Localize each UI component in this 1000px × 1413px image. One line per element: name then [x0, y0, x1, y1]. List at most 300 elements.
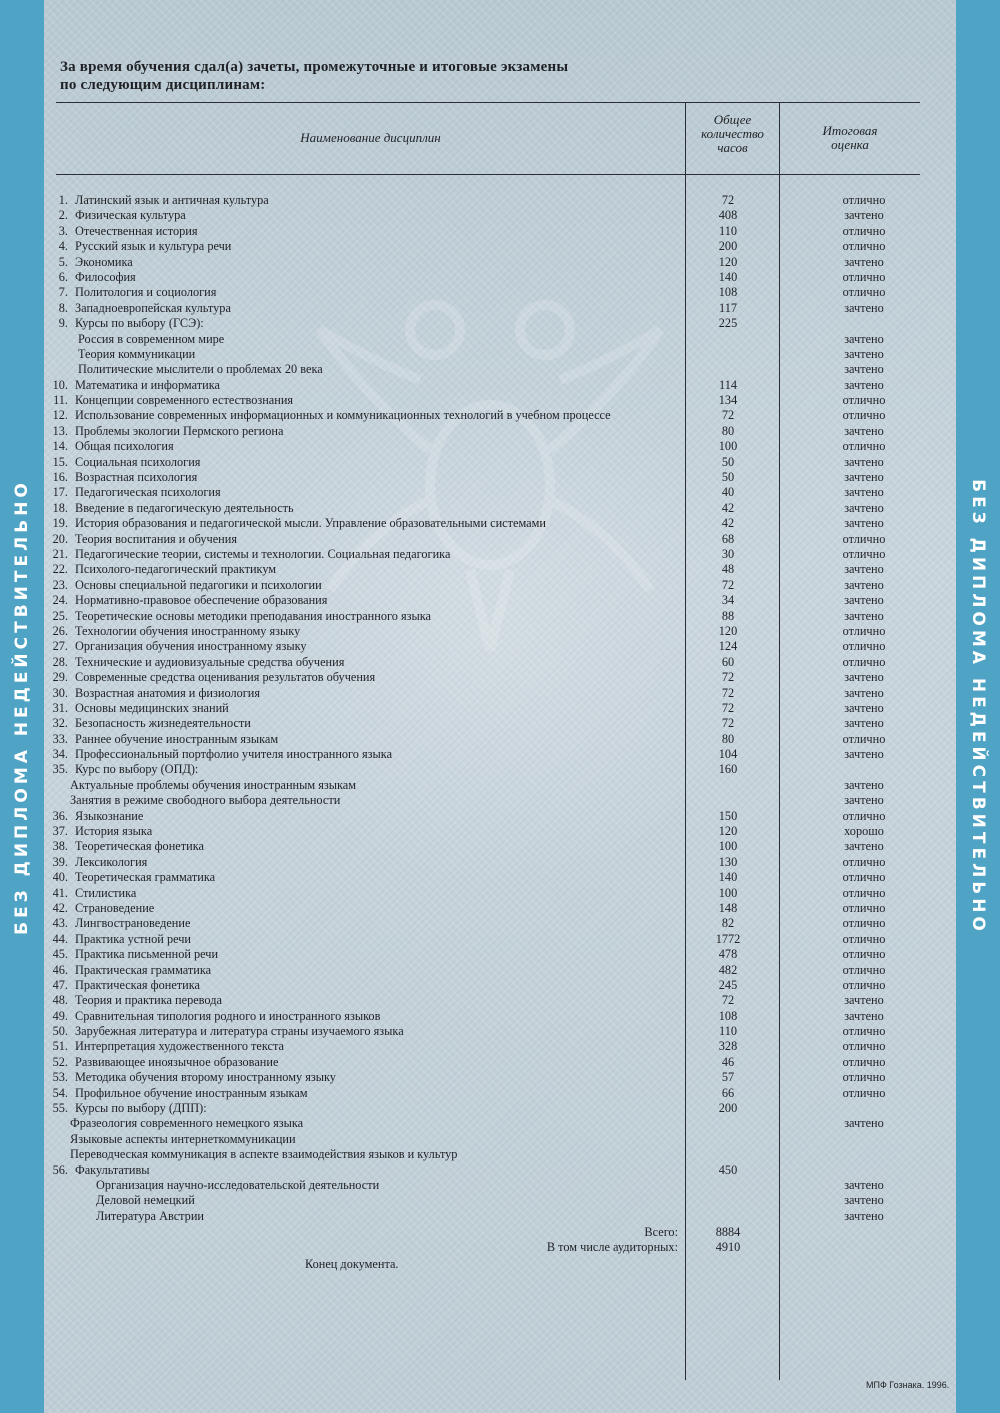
discipline-name: Организация научно-исследовательской деятельности: [96, 1178, 380, 1192]
grade-value: зачтено: [844, 577, 884, 592]
hours-value: 117: [719, 300, 737, 315]
row-number: 13.: [52, 423, 68, 438]
totals: [0, 1225, 1000, 1256]
hours-value: 72: [721, 993, 735, 1008]
row-number: 27.: [52, 639, 68, 654]
hours-value: 120: [718, 824, 738, 839]
hours-value: 40: [721, 485, 735, 500]
table-row: [0, 793, 1000, 808]
hours-value: 225: [718, 316, 738, 331]
hours-value: 88: [721, 608, 735, 623]
table-row: [0, 532, 1000, 547]
row-number: 6.: [58, 269, 68, 284]
table-row: [0, 870, 1000, 885]
hours-value: 48: [721, 562, 735, 577]
row-number: 23.: [52, 577, 68, 592]
hours-value: 42: [721, 516, 735, 531]
grade-value: зачтено: [844, 700, 884, 715]
grade-value: отлично: [842, 239, 886, 254]
discipline-name: Использование современных информационных и коммуникационных технологий в учебном процессе: [75, 408, 611, 423]
hours-value: 108: [718, 1008, 738, 1023]
hours-value: 408: [718, 208, 738, 223]
row-number: 16.: [52, 470, 68, 485]
row-number: 1.: [58, 193, 68, 207]
table-row: [0, 1147, 1000, 1162]
hours-value: 100: [718, 839, 738, 854]
hours-value: 72: [721, 700, 735, 715]
row-number: 36.: [52, 808, 68, 823]
hours-value: 60: [721, 654, 735, 669]
table-row: [0, 701, 1000, 716]
grade-value: отлично: [842, 546, 886, 561]
row-number: 53.: [52, 1070, 68, 1085]
discipline-name: Курс по выбору (ОПД):: [75, 762, 199, 777]
row-number: 34.: [52, 747, 68, 762]
grade-value: отлично: [842, 623, 886, 638]
grade-value: отлично: [842, 408, 886, 423]
hours-value: 114: [719, 377, 737, 392]
discipline-name: Отечественная история: [75, 223, 198, 238]
discipline-name: Литература Австрии: [96, 1208, 204, 1223]
discipline-name: Нормативно-правовое обеспечение образования: [75, 593, 328, 608]
grade-value: отлично: [842, 854, 886, 869]
grade-value: зачтено: [844, 562, 884, 577]
hours-value: 72: [721, 685, 735, 700]
discipline-name: Переводческая коммуникация в аспекте взаимодействия языков и культур: [70, 1147, 458, 1162]
table-row: [0, 1055, 1000, 1070]
hours-value: 72: [721, 716, 735, 731]
grade-value: зачтено: [844, 423, 884, 438]
table-row: [0, 1209, 1000, 1224]
hours-value: 72: [721, 193, 735, 207]
hours-value: 50: [721, 470, 735, 485]
grade-value: зачтено: [844, 608, 884, 623]
table-row: [0, 1024, 1000, 1039]
grade-value: зачтено: [844, 346, 884, 361]
column-header-hours-line-1: Общее: [713, 112, 752, 127]
discipline-name: Развивающее иноязычное образование: [75, 1054, 279, 1069]
grade-value: отлично: [842, 977, 886, 992]
table-row: [0, 839, 1000, 854]
table-row: [0, 224, 1000, 239]
left-stripe-text: БЕЗ ДИПЛОМА НЕДЕЙСТВИТЕЛЬНО: [12, 478, 32, 935]
row-number: 21.: [52, 546, 68, 561]
grade-value: отлично: [842, 1024, 886, 1039]
table-row: [0, 547, 1000, 562]
grade-value: зачтено: [844, 793, 884, 808]
discipline-name: Практика письменной речи: [75, 947, 219, 962]
discipline-name: Возрастная психология: [75, 470, 198, 485]
grade-value: зачтено: [844, 470, 884, 485]
discipline-name: Педагогические теории, системы и технологии. Социальная педагогика: [75, 546, 451, 561]
discipline-name: Лексикология: [75, 854, 148, 869]
hours-value: 148: [718, 900, 738, 915]
table-row: [0, 716, 1000, 731]
discipline-name: Философия: [75, 269, 136, 284]
table-row: [0, 732, 1000, 747]
grade-value: отлично: [842, 285, 886, 300]
grade-value: зачтено: [844, 747, 884, 762]
grade-value: отлично: [842, 962, 886, 977]
discipline-name: Экономика: [75, 254, 133, 269]
hours-value: 30: [721, 546, 735, 561]
table-row: [0, 1039, 1000, 1054]
row-number: 22.: [52, 562, 68, 577]
discipline-name: Лингвострановедение: [75, 916, 191, 931]
hours-value: 450: [718, 1162, 738, 1177]
grade-value: зачтено: [844, 993, 884, 1008]
grade-value: отлично: [842, 223, 886, 238]
table-row: [0, 686, 1000, 701]
hours-value: 200: [718, 239, 738, 254]
discipline-name: Практика устной речи: [75, 931, 192, 946]
row-number: 48.: [52, 993, 68, 1008]
row-number: 41.: [52, 885, 68, 900]
hours-value: 160: [718, 762, 738, 777]
row-number: 5.: [58, 254, 68, 269]
row-number: 55.: [52, 1101, 68, 1116]
row-number: 26.: [52, 623, 68, 638]
row-number: 29.: [52, 670, 68, 685]
table-row: [0, 670, 1000, 685]
row-number: 19.: [52, 516, 68, 531]
table-row: [0, 1163, 1000, 1178]
auditorium-total-label: В том числе аудиторных:: [546, 1240, 678, 1255]
grade-value: отлично: [842, 885, 886, 900]
hours-value: 120: [718, 254, 738, 269]
row-number: 25.: [52, 608, 68, 623]
hours-value: 120: [718, 623, 738, 638]
header: [60, 58, 568, 94]
discipline-name: Современные средства оценивания результатов обучения: [75, 670, 376, 685]
grade-value: отлично: [842, 916, 886, 931]
grade-value: отлично: [842, 654, 886, 669]
hours-value: 110: [719, 223, 737, 238]
grade-value: зачтено: [844, 208, 884, 223]
table-row: [0, 609, 1000, 624]
hours-value: 124: [718, 639, 738, 654]
row-number: 37.: [52, 824, 68, 839]
auditorium-total-value: 4910: [715, 1240, 741, 1255]
table-row: [0, 470, 1000, 485]
table-row: [0, 285, 1000, 300]
discipline-name: Технологии обучения иностранному языку: [75, 623, 301, 638]
table-row: [0, 332, 1000, 347]
row-number: 35.: [52, 762, 68, 777]
discipline-name: Политология и социология: [75, 285, 217, 300]
grade-value: отлично: [842, 947, 886, 962]
table-row: [0, 1009, 1000, 1024]
grade-value: зачтено: [844, 685, 884, 700]
table-row: [0, 562, 1000, 577]
grade-value: отлично: [842, 639, 886, 654]
table-row: [0, 947, 1000, 962]
hours-value: 57: [721, 1070, 735, 1085]
row-number: 20.: [52, 531, 68, 546]
column-header-grade-line-1: Итоговая: [822, 123, 878, 138]
table-row: [0, 393, 1000, 408]
row-number: 8.: [58, 300, 68, 315]
table-row: [0, 639, 1000, 654]
row-number: 49.: [52, 1008, 68, 1023]
table-row: [0, 809, 1000, 824]
row-number: 44.: [52, 931, 68, 946]
table-row: [0, 1116, 1000, 1131]
table-row: [0, 578, 1000, 593]
row-number: 24.: [52, 593, 68, 608]
hours-value: 1772: [715, 931, 741, 946]
table-row: [0, 1070, 1000, 1085]
table-row: [0, 316, 1000, 331]
row-number: 3.: [58, 223, 68, 238]
row-number: 17.: [52, 485, 68, 500]
row-number: 47.: [52, 977, 68, 992]
discipline-name: Актуальные проблемы обучения иностранным языкам: [70, 777, 357, 792]
discipline-name: Профессиональный портфолио учителя иностранного языка: [75, 747, 393, 762]
hours-value: 72: [721, 670, 735, 685]
grade-value: отлично: [842, 393, 886, 408]
table-row: [0, 424, 1000, 439]
total-row: [0, 1225, 1000, 1240]
discipline-name: Педагогическая психология: [75, 485, 221, 500]
column-header-grade-line-2: оценка: [831, 137, 869, 152]
hours-value: 482: [718, 962, 738, 977]
table-row: [0, 208, 1000, 223]
header-line-2: по следующим дисциплинам:: [60, 77, 266, 93]
table-row: [0, 455, 1000, 470]
discipline-name: Раннее обучение иностранным языкам: [75, 731, 279, 746]
grade-value: зачтено: [844, 777, 884, 792]
table-row: [0, 301, 1000, 316]
table-header-rule: [56, 174, 920, 175]
discipline-name: Основы специальной педагогики и психологии: [75, 577, 322, 592]
table-row: [0, 963, 1000, 978]
discipline-name: Технические и аудиовизуальные средства обучения: [75, 654, 345, 669]
disciplines-table: [0, 193, 1000, 1224]
table-row: [0, 485, 1000, 500]
table-row: [0, 362, 1000, 377]
table-row: [0, 1178, 1000, 1193]
discipline-name: Практическая грамматика: [75, 962, 212, 977]
hours-value: 150: [718, 808, 738, 823]
discipline-name: Языковые аспекты интернеткоммуникации: [70, 1131, 296, 1146]
discipline-name: Политические мыслители о проблемах 20 века: [78, 362, 323, 377]
table-row: [0, 993, 1000, 1008]
grade-value: отлично: [842, 439, 886, 454]
discipline-name: Теоретическая фонетика: [75, 839, 204, 854]
hours-value: 478: [718, 947, 738, 962]
discipline-name: Методика обучения второму иностранному языку: [75, 1070, 336, 1085]
grade-value: зачтено: [844, 1008, 884, 1023]
grade-value: зачтено: [844, 1178, 884, 1192]
discipline-name: Проблемы экологии Пермского региона: [75, 423, 284, 438]
table-row: [0, 1086, 1000, 1101]
hours-value: 134: [718, 393, 738, 408]
total-label: Всего:: [644, 1225, 678, 1239]
row-number: 4.: [58, 239, 68, 254]
table-row: [0, 593, 1000, 608]
row-number: 54.: [52, 1085, 68, 1100]
discipline-name: Возрастная анатомия и физиология: [75, 685, 261, 700]
discipline-name: Безопасность жизнедеятельности: [75, 716, 251, 731]
grade-value: отлично: [842, 1054, 886, 1069]
row-number: 9.: [58, 316, 68, 331]
discipline-name: Языкознание: [75, 808, 144, 823]
printer-imprint: МПФ Гознака. 1996.: [866, 1380, 950, 1390]
table-row: [0, 901, 1000, 916]
discipline-name: Факультативы: [75, 1162, 150, 1177]
discipline-name: Социальная психология: [75, 454, 201, 469]
table-row: [0, 378, 1000, 393]
hours-value: 66: [721, 1085, 735, 1100]
table-row: [0, 516, 1000, 531]
row-number: 10.: [52, 377, 68, 392]
grade-value: отлично: [842, 870, 886, 885]
grade-value: зачтено: [844, 485, 884, 500]
table-row: [0, 655, 1000, 670]
row-number: 31.: [52, 700, 68, 715]
hours-value: 34: [721, 593, 735, 608]
discipline-name: История языка: [75, 824, 153, 839]
hours-value: 328: [718, 1039, 738, 1054]
row-number: 38.: [52, 839, 68, 854]
row-number: 7.: [58, 285, 68, 300]
grade-value: зачтено: [844, 331, 884, 346]
table-row: [0, 747, 1000, 762]
end-of-document: Конец документа.: [305, 1257, 399, 1271]
discipline-name: Зарубежная литература и литература страны изучаемого языка: [75, 1024, 404, 1039]
hours-value: 110: [719, 1024, 737, 1039]
discipline-name: Математика и информатика: [75, 377, 220, 392]
hours-value: 100: [718, 439, 738, 454]
discipline-name: Теоретические основы методики преподавания иностранного языка: [75, 608, 431, 623]
grade-value: зачтено: [844, 516, 884, 531]
row-number: 12.: [52, 408, 68, 423]
table-row: [0, 255, 1000, 270]
table-row: [0, 916, 1000, 931]
table-row: [0, 1193, 1000, 1208]
hours-value: 108: [718, 285, 738, 300]
column-header-hours: [686, 113, 779, 155]
auditorium-total-row: [0, 1240, 1000, 1255]
grade-value: отлично: [842, 269, 886, 284]
grade-value: зачтено: [844, 1193, 884, 1208]
grade-value: зачтено: [844, 254, 884, 269]
row-number: 28.: [52, 654, 68, 669]
row-number: 32.: [52, 716, 68, 731]
hours-value: 245: [718, 977, 738, 992]
discipline-name: Западноевропейская культура: [75, 300, 231, 315]
discipline-name: Введение в педагогическую деятельность: [75, 500, 294, 515]
discipline-name: Теория воспитания и обучения: [75, 531, 237, 546]
hours-value: 42: [721, 500, 735, 515]
discipline-name: Основы медицинских знаний: [75, 700, 229, 715]
discipline-name: Теория и практика перевода: [75, 993, 222, 1008]
row-number: 11.: [53, 393, 68, 408]
table-row: [0, 239, 1000, 254]
grade-value: зачтено: [844, 454, 884, 469]
grade-value: зачтено: [844, 362, 884, 377]
row-number: 51.: [52, 1039, 68, 1054]
hours-value: 200: [718, 1101, 738, 1116]
grade-value: зачтено: [844, 1116, 884, 1131]
hours-value: 72: [721, 577, 735, 592]
column-header-hours-line-2: количество: [701, 126, 764, 141]
grade-value: зачтено: [844, 377, 884, 392]
hours-value: 80: [721, 423, 735, 438]
discipline-name: Общая психология: [75, 439, 174, 454]
table-row: [0, 978, 1000, 993]
table-row: [0, 193, 1000, 208]
hours-value: 130: [718, 854, 738, 869]
row-number: 46.: [52, 962, 68, 977]
discipline-name: Практическая фонетика: [75, 977, 200, 992]
hours-value: 46: [721, 1054, 735, 1069]
hours-value: 104: [718, 747, 738, 762]
hours-value: 72: [721, 408, 735, 423]
row-number: 50.: [52, 1024, 68, 1039]
row-number: 14.: [52, 439, 68, 454]
discipline-name: Латинский язык и античная культура: [75, 193, 269, 207]
grade-value: зачтено: [844, 716, 884, 731]
table-row: [0, 347, 1000, 362]
hours-value: 50: [721, 454, 735, 469]
row-number: 52.: [52, 1054, 68, 1069]
row-number: 2.: [58, 208, 68, 223]
discipline-name: Деловой немецкий: [96, 1193, 195, 1208]
discipline-name: Курсы по выбору (ДПП):: [75, 1101, 207, 1116]
table-row: [0, 1132, 1000, 1147]
grade-value: зачтено: [844, 1208, 884, 1223]
discipline-name: Сравнительная типология родного и иностранного языков: [75, 1008, 381, 1023]
hours-value: 140: [718, 870, 738, 885]
grade-value: отлично: [842, 931, 886, 946]
grade-value: зачтено: [844, 500, 884, 515]
discipline-name: Интерпретация художественного текста: [75, 1039, 284, 1054]
discipline-name: Организация обучения иностранному языку: [75, 639, 307, 654]
discipline-name: Стилистика: [75, 885, 137, 900]
total-value: 8884: [715, 1225, 741, 1239]
row-number: 18.: [52, 500, 68, 515]
table-row: [0, 886, 1000, 901]
grade-value: зачтено: [844, 593, 884, 608]
table-row: [0, 1101, 1000, 1116]
right-stripe-text: БЕЗ ДИПЛОМА НЕДЕЙСТВИТЕЛЬНО: [968, 478, 988, 935]
table-row: [0, 408, 1000, 423]
discipline-name: Занятия в режиме свободного выбора деятельности: [70, 793, 341, 808]
row-number: 45.: [52, 947, 68, 962]
discipline-name: Теоретическая грамматика: [75, 870, 216, 885]
discipline-name: Профильное обучение иностранным языкам: [75, 1085, 308, 1100]
hours-value: 100: [718, 885, 738, 900]
grade-value: зачтено: [844, 670, 884, 685]
grade-value: зачтено: [844, 300, 884, 315]
hours-value: 68: [721, 531, 735, 546]
table-top-rule: [56, 102, 920, 103]
row-number: 56.: [52, 1162, 68, 1177]
hours-value: 82: [721, 916, 735, 931]
table-row: [0, 778, 1000, 793]
discipline-name: Концепции современного естествознания: [75, 393, 294, 408]
discipline-name: Теория коммуникации: [78, 346, 196, 361]
discipline-name: Физическая культура: [75, 208, 186, 223]
row-number: 33.: [52, 731, 68, 746]
grade-value: отлично: [842, 731, 886, 746]
grade-value: хорошо: [844, 824, 884, 839]
row-number: 39.: [52, 854, 68, 869]
discipline-name: Фразеология современного немецкого языка: [70, 1116, 304, 1131]
grade-value: отлично: [842, 1039, 886, 1054]
